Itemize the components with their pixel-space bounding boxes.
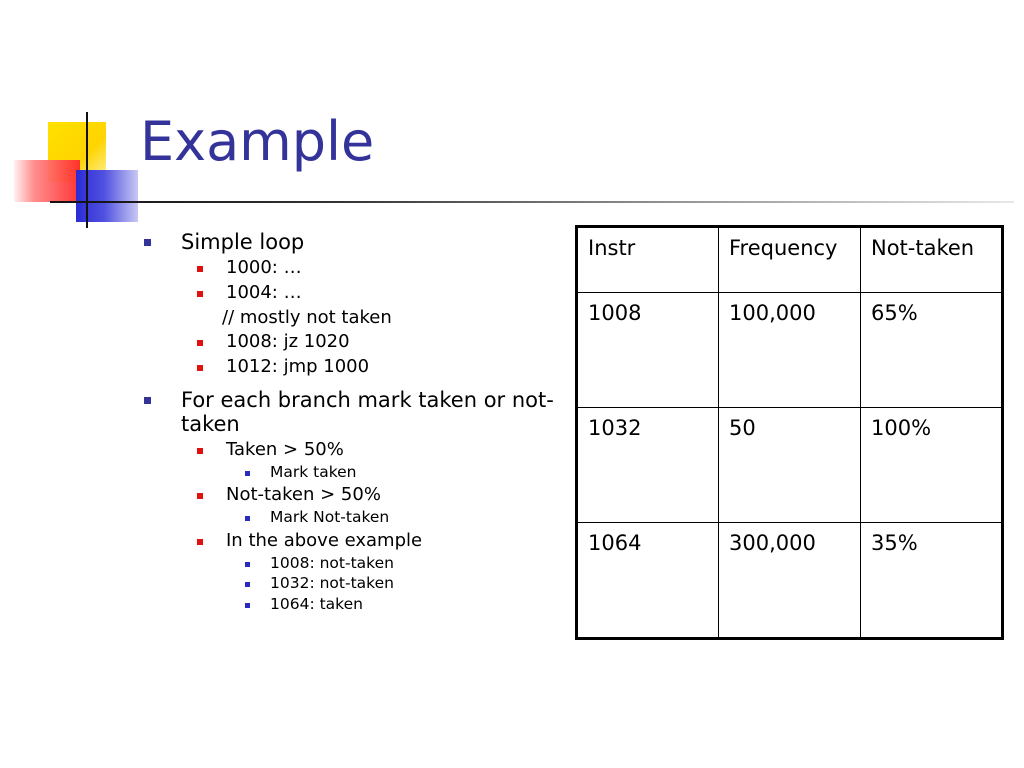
decor-red-square xyxy=(14,160,80,202)
bullet-square-icon xyxy=(245,471,250,476)
table-cell: 100,000 xyxy=(719,293,861,408)
bullet-item xyxy=(144,509,564,527)
bullet-text: 1032: not-taken xyxy=(270,574,394,593)
bullet-square-icon xyxy=(197,493,203,499)
bullet-item xyxy=(144,464,564,482)
bullet-item xyxy=(144,555,564,573)
bullet-square-icon xyxy=(144,397,151,404)
bullet-item xyxy=(144,440,564,461)
table-cell: 50 xyxy=(719,408,861,523)
table-header-row xyxy=(577,227,1003,293)
table-row xyxy=(577,523,1003,639)
bullet-item xyxy=(144,575,564,593)
table-cell: 65% xyxy=(861,293,1003,408)
bullet-square-icon xyxy=(245,562,250,567)
decor-vertical-line xyxy=(86,112,88,228)
bullet-text: 1004: … xyxy=(226,281,302,303)
bullet-square-icon xyxy=(245,516,250,521)
table-cell: 1008 xyxy=(577,293,719,408)
bullet-text: 1012: jmp 1000 xyxy=(226,355,370,377)
bullet-square-icon xyxy=(197,266,203,272)
bullet-text: 1008: not-taken xyxy=(270,553,394,572)
bullet-square-icon xyxy=(245,603,250,608)
bullet-square-icon xyxy=(197,448,203,454)
bullet-item xyxy=(144,531,564,552)
bullet-text: 1000: … xyxy=(226,257,302,279)
table-cell: 300,000 xyxy=(719,523,861,639)
bullet-item xyxy=(144,388,564,436)
table-cell: 1064 xyxy=(577,523,719,639)
bullet-text: 1064: taken xyxy=(270,595,363,614)
table-row xyxy=(577,293,1003,408)
bullet-continuation xyxy=(144,308,564,329)
bullet-item xyxy=(144,230,564,254)
bullet-text: In the above example xyxy=(226,529,423,551)
bullet-text: Mark taken xyxy=(270,462,357,481)
slide-title: Example xyxy=(140,110,375,173)
table-cell: 35% xyxy=(861,523,1003,639)
title-underline xyxy=(50,201,1014,203)
bullet-text: // mostly not taken xyxy=(222,306,392,328)
bullet-item xyxy=(144,332,564,353)
bullet-text: Simple loop xyxy=(181,230,305,254)
bullet-text: Taken > 50% xyxy=(226,438,344,460)
bullet-text: For each branch mark taken or not-taken xyxy=(181,387,554,436)
branch-table xyxy=(575,225,1004,640)
bullet-list xyxy=(144,228,564,614)
bullet-item xyxy=(144,258,564,279)
table-cell: 1032 xyxy=(577,408,719,523)
bullet-item xyxy=(144,283,564,304)
bullet-text: 1008: jz 1020 xyxy=(226,331,350,353)
bullet-item xyxy=(144,485,564,506)
bullet-text: Not-taken > 50% xyxy=(226,484,381,506)
table-row xyxy=(577,408,1003,523)
bullet-square-icon xyxy=(197,539,203,545)
bullet-square-icon xyxy=(197,340,203,346)
bullet-square-icon xyxy=(197,291,203,297)
table-header-cell: Frequency xyxy=(719,227,861,293)
bullet-text: Mark Not-taken xyxy=(270,508,390,527)
table-header-cell: Not-taken xyxy=(861,227,1003,293)
bullet-square-icon xyxy=(197,365,203,371)
table-header-cell: Instr xyxy=(577,227,719,293)
table-cell: 100% xyxy=(861,408,1003,523)
bullet-item xyxy=(144,357,564,378)
bullet-square-icon xyxy=(144,239,151,246)
bullet-item xyxy=(144,596,564,614)
bullet-square-icon xyxy=(245,582,250,587)
